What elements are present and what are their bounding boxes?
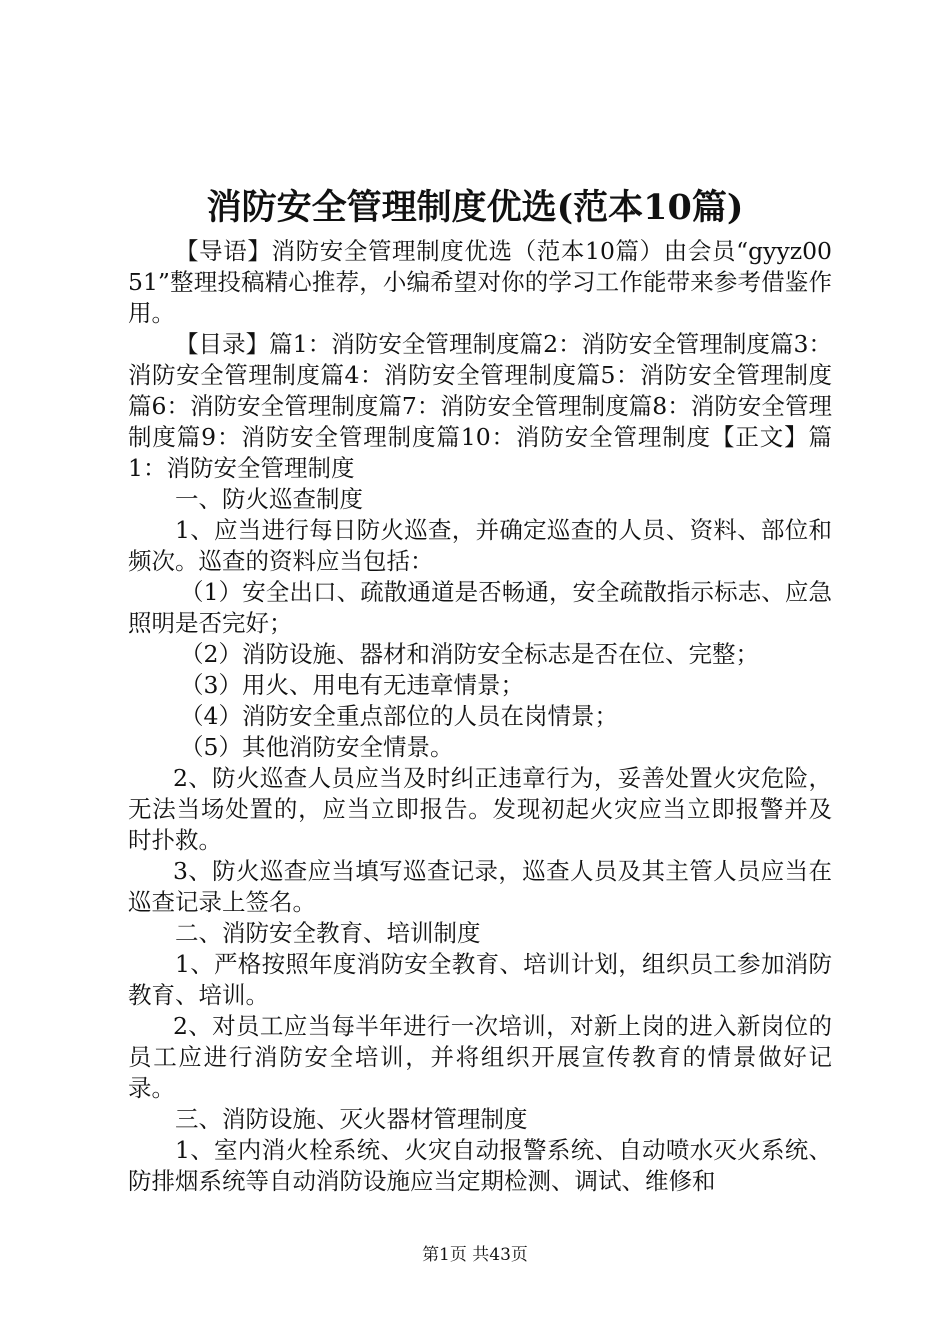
- page-footer: 第1页 共43页: [422, 1245, 528, 1265]
- list-item: （2）消防设施、器材和消防安全标志是否在位、完整；: [180, 640, 759, 668]
- intro-paragraph: 【导语】消防安全管理制度优选（范本10篇）由会员“gyyz0051”整理投稿精心推荐，小编希望对你的学习工作能带来参考借鉴作用。: [128, 237, 832, 327]
- section-heading-facilities: 三、消防设施、灭火器材管理制度: [175, 1105, 528, 1133]
- section-heading-education: 二、消防安全教育、培训制度: [175, 919, 481, 947]
- body-paragraph: 2、防火巡查人员应当及时纠正违章行为，妥善处置火灾危险，无法当场处置的，应当立即报告。发现初起火灾应当立即报警并及时扑救。: [128, 764, 832, 854]
- body-paragraph: 3、防火巡查应当填写巡查记录，巡查人员及其主管人员应当在巡查记录上签名。: [128, 857, 832, 916]
- body-paragraph: 2、对员工应当每半年进行一次培训，对新上岗的进入新岗位的员工应进行消防安全培训，并将组织开展宣传教育的情景做好记录。: [128, 1012, 832, 1102]
- table-of-contents-paragraph: 【目录】篇1：消防安全管理制度篇2：消防安全管理制度篇3：消防安全管理制度篇4：消防安全管理制度篇5：消防安全管理制度篇6：消防安全管理制度篇7：消防安全管理制度篇8：消防安全管理制度篇9：消防安全管理制度篇10：消防安全管理制度【正文】篇1：消防安全管理制度: [128, 330, 832, 482]
- list-item: （5）其他消防安全情景。: [180, 733, 454, 761]
- document-body: [128, 236, 832, 1197]
- body-paragraph: 1、应当进行每日防火巡查，并确定巡查的人员、资料、部位和频次。巡查的资料应当包括：: [128, 516, 832, 575]
- list-item: （3）用火、用电有无违章情景；: [180, 671, 524, 699]
- body-paragraph: 1、室内消火栓系统、火灾自动报警系统、自动喷水灭火系统、防排烟系统等自动消防设施应当定期检测、调试、维修和: [128, 1136, 832, 1195]
- list-item: （1）安全出口、疏散通道是否畅通，安全疏散指示标志、应急照明是否完好；: [128, 578, 832, 637]
- document-title: 消防安全管理制度优选(范本10篇): [206, 187, 744, 228]
- body-paragraph: 1、严格按照年度消防安全教育、培训计划，组织员工参加消防教育、培训。: [128, 950, 832, 1009]
- list-item: （4）消防安全重点部位的人员在岗情景；: [180, 702, 618, 730]
- section-heading-fire-patrol: 一、防火巡查制度: [175, 485, 363, 513]
